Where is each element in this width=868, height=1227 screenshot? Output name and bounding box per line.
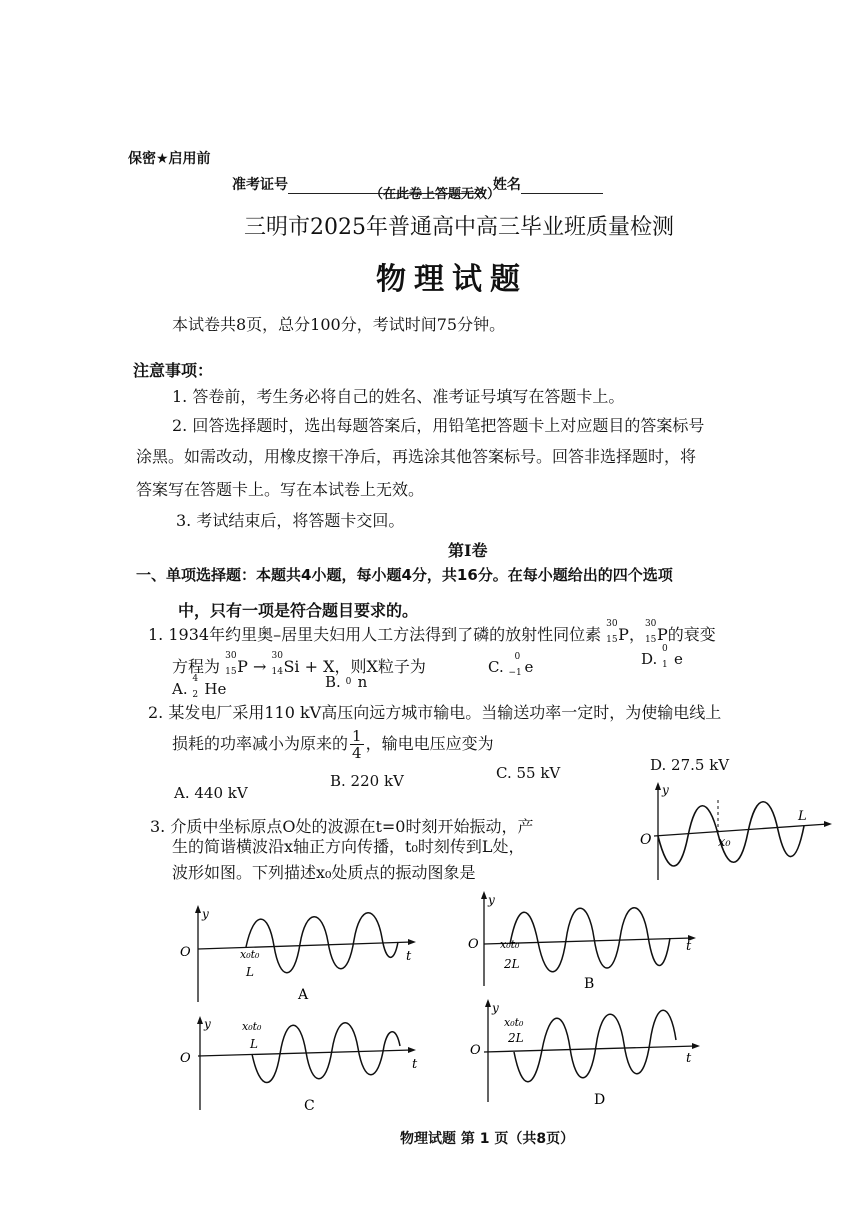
svg-text:D: D bbox=[594, 1092, 606, 1106]
q1-text-a: 1. 1934年约里奥–居里夫妇用人工方法得到了磷的放射性同位素 bbox=[148, 625, 602, 644]
question-3-line1: 3. 介质中坐标原点O处的波源在t=0时刻开始振动，产 bbox=[150, 817, 534, 836]
note-2-line3: 答案写在答题卡上。写在本试卷上无效。 bbox=[136, 480, 425, 499]
svg-text:O: O bbox=[180, 945, 191, 960]
wave-figure bbox=[636, 780, 836, 890]
note-1: 1. 答卷前，考生务必将自己的姓名、准考证号填写在答题卡上。 bbox=[172, 387, 625, 406]
graph-option-d bbox=[470, 996, 720, 1106]
svg-text:2L: 2L bbox=[504, 957, 520, 971]
phosphorus-isotope: 30 15 P bbox=[606, 619, 629, 645]
question-3-line2: 生的简谐横波沿x轴正方向传播，t₀时刻传到L处， bbox=[172, 837, 525, 856]
svg-text:x₀t₀: x₀t₀ bbox=[504, 1016, 524, 1029]
q1-option-c: C. 0 −1 e bbox=[488, 652, 534, 678]
svg-text:x₀: x₀ bbox=[718, 835, 731, 850]
exam-number-label: 准考证号 bbox=[232, 177, 288, 193]
exam-subtitle: 三明市2025年普通高中高三毕业班质量检测 bbox=[244, 215, 674, 240]
svg-text:x₀t₀: x₀t₀ bbox=[500, 938, 520, 951]
svg-text:y: y bbox=[488, 893, 495, 907]
intro-text: 本试卷共8页，总分100分，考试时间75分钟。 bbox=[172, 315, 506, 334]
confidential-mark: 保密★启用前 bbox=[128, 151, 211, 167]
q2-option-d: D. 27.5 kV bbox=[650, 756, 730, 774]
q2-option-b: B. 220 kV bbox=[330, 772, 404, 790]
svg-text:x₀t₀: x₀t₀ bbox=[242, 1020, 262, 1033]
section-heading-line2: 中，只有一项是符合题目要求的。 bbox=[178, 601, 419, 620]
question-2-line1: 2. 某发电厂采用110 kV高压向远方城市输电。当输送功率一定时，为使输电线上 bbox=[148, 703, 722, 722]
svg-text:t: t bbox=[412, 1057, 418, 1072]
question-1-line1: 1. 1934年约里奥–居里夫妇用人工方法得到了磷的放射性同位素 30 15 P， 30 15 P的衰变 bbox=[148, 619, 716, 645]
svg-text:C: C bbox=[304, 1098, 315, 1114]
invalid-note: （在此卷上答题无效） bbox=[370, 187, 501, 202]
graph-option-a bbox=[176, 902, 426, 1008]
svg-text:A: A bbox=[298, 987, 309, 1003]
svg-text:L: L bbox=[246, 965, 254, 979]
svg-text:t: t bbox=[686, 939, 692, 954]
q1-option-d: D. 0 1 e bbox=[641, 644, 683, 670]
svg-text:L: L bbox=[798, 809, 807, 824]
phosphorus-isotope-2: 30 15 P bbox=[644, 619, 668, 645]
section-heading-line1: 一、单项选择题：本题共4小题，每小题4分，共16分。在每小题给出的四个选项 bbox=[136, 566, 673, 584]
svg-text:y: y bbox=[492, 1001, 499, 1015]
fraction-one-quarter: $\frac{1}{4}$ bbox=[352, 727, 362, 762]
svg-text:y: y bbox=[202, 907, 209, 921]
q1-text-c: 方程为 bbox=[172, 657, 221, 676]
q1-option-b: B. 0 n bbox=[325, 673, 368, 691]
volume-label: 第Ⅰ卷 bbox=[448, 541, 488, 560]
svg-text:y: y bbox=[662, 783, 669, 797]
svg-text:2L: 2L bbox=[508, 1031, 524, 1045]
name-label: 姓名 bbox=[492, 177, 521, 193]
question-1-line2: 方程为 30 15 P → 30 14 Si + X，则X粒子为 bbox=[172, 651, 426, 677]
svg-text:O: O bbox=[468, 937, 479, 952]
q1-text-d: ，则X粒子为 bbox=[334, 657, 426, 676]
question-3-line3: 波形如图。下列描述x₀处质点的振动图象是 bbox=[172, 863, 476, 882]
q1-arrow: → bbox=[252, 657, 267, 676]
question-2-line2: 损耗的功率减小为原来的 $\frac{1}{4}$ ，输电电压应变为 bbox=[172, 727, 494, 762]
exam-title: 物理试题 bbox=[376, 262, 528, 297]
svg-text:x₀t₀: x₀t₀ bbox=[240, 948, 260, 961]
svg-text:B: B bbox=[584, 976, 595, 992]
graph-option-c bbox=[176, 1014, 426, 1116]
name-blank bbox=[521, 179, 603, 194]
note-2-line2: 涂黑。如需改动，用橡皮擦干净后，再选涂其他答案标号。回答非选择题时，将 bbox=[136, 447, 697, 466]
note-3: 3. 考试结束后，将答题卡交回。 bbox=[176, 511, 405, 530]
q2-option-a: A. 440 kV bbox=[174, 784, 248, 802]
svg-text:t: t bbox=[686, 1051, 692, 1066]
notes-heading: 注意事项： bbox=[133, 361, 214, 380]
note-2-line1: 2. 回答选择题时，选出每题答案后，用铅笔把答题卡上对应题目的答案标号 bbox=[172, 416, 705, 435]
q1-option-a: A. 4 2 He bbox=[172, 674, 227, 700]
svg-text:y: y bbox=[204, 1017, 211, 1031]
q2-option-c: C. 55 kV bbox=[496, 764, 561, 782]
svg-text:O: O bbox=[640, 832, 652, 848]
svg-text:t: t bbox=[406, 949, 412, 964]
q1-text-b: 的衰变 bbox=[667, 625, 716, 644]
graph-option-b bbox=[466, 886, 716, 996]
svg-text:O: O bbox=[470, 1043, 481, 1058]
page-footer: 物理试题 第 1 页（共8页） bbox=[400, 1131, 575, 1147]
svg-text:L: L bbox=[250, 1037, 258, 1051]
svg-text:O: O bbox=[180, 1051, 191, 1066]
